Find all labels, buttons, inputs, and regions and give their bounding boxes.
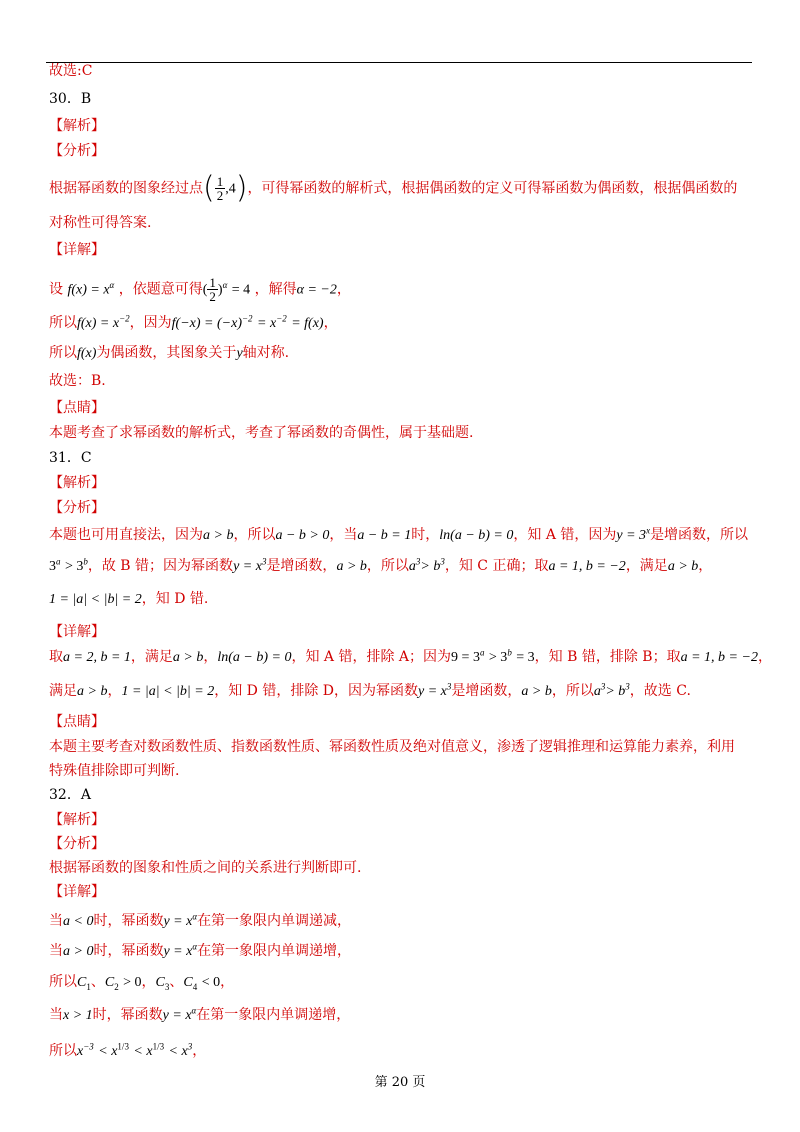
prev-answer: 故选:C <box>49 63 93 79</box>
page-footer: 第 20 页 <box>374 1075 426 1090</box>
q31-detail-line1: 取a = 2, b = 1，满足a > b，ln(a − b) = 0，知 A 错，排除 A；因为$9 = 3^a > 3^b = 3$，知 B 错，排除 B；取a = 1, b = −2， <box>49 647 772 665</box>
q32-xiangjie: 【详解】 <box>49 884 105 900</box>
q30-title: 30．B <box>49 91 92 107</box>
q30-detail-line3: 所以f(x)为偶函数，其图象关于y轴对称. <box>49 345 290 361</box>
q30-fenxi-heading: 【分析】 <box>49 143 105 159</box>
q31-dianjing: 【点睛】 <box>49 714 105 730</box>
q32-detail-line1: 当a < 0时，幂函数$y = x^\alpha$在第一象限内单调递减， <box>49 911 352 929</box>
q32-detail-line3: 所以$C_1$、$C_2 > 0$，$C_3$、$C_4 < 0$， <box>49 974 235 992</box>
q30-answer: 故选：B. <box>49 373 106 389</box>
q32-title: 32．A <box>49 787 91 803</box>
q30-fenxi-line2: 对称性可得答案. <box>49 215 152 231</box>
q32-fenxi-heading: 【分析】 <box>49 836 105 852</box>
q30-fenxi-line1: 根据幂函数的图象经过点( $\frac{1}{2}$ ,4)，可得幂函数的解析式，根据偶函数的定义可得幂函数为偶函数，根据偶函数的 <box>49 170 738 206</box>
q31-detail-line2: 满足a > b，1 = |a| < |b| = 2，知 D 错，排除 D，因为幂函数$y = x^3$是增函数，a > b，所以$a^3> b^3$，故选 C. <box>49 681 691 699</box>
q30-dianjing: 【点睛】 <box>49 400 105 416</box>
q30-detail-line1: 设 $f(x) = x^\alpha$ ，依题意可得( $\frac{1}{2}$ )$^\alpha$ = 4 ，解得α = −2， <box>49 275 351 304</box>
q31-fenxi-line2: $3^a > 3^b$，故 B 错；因为幂函数$y = x^3$是增函数，a > b，所以$a^3> b^3$，知 C 正确；取a = 1, b = −2，满足a > b， <box>49 556 713 574</box>
q31-dianjing-line1: 本题主要考查对数函数性质、指数函数性质、幂函数性质及绝对值意义，渗透了逻辑推理和运算能力素养，利用 <box>49 739 735 755</box>
q32-detail-line5: 所以$x^{-3} < x^{1/3} < x^{1/3} < x^3$， <box>49 1041 207 1059</box>
q31-fenxi-heading: 【分析】 <box>49 500 105 516</box>
q31-fenxi-line3: 1 = |a| < |b| = 2，知 D 错. <box>49 591 209 607</box>
q31-title: 31．C <box>49 450 92 466</box>
q30-dianjing-text: 本题考查了求幂函数的解析式，考查了幂函数的奇偶性，属于基础题. <box>49 425 474 441</box>
q31-dianjing-line2: 特殊值排除即可判断. <box>49 763 180 779</box>
header-rule <box>46 62 752 63</box>
q31-xiangjie: 【详解】 <box>49 624 105 640</box>
q30-xiangjie: 【详解】 <box>49 242 105 258</box>
point-fraction: $\frac{1}{2}$ <box>216 174 224 203</box>
q31-fenxi-line1: 本题也可用直接法，因为a > b，所以a − b > 0，当a − b = 1时，ln(a − b) = 0，知 A 错，因为$y = 3^x$是增函数，所以 <box>49 525 749 543</box>
q32-fenxi-text: 根据幂函数的图象和性质之间的关系进行判断即可. <box>49 860 362 876</box>
q32-jiexi: 【解析】 <box>49 812 105 828</box>
q30-jiexi: 【解析】 <box>49 118 105 134</box>
q32-detail-line2: 当a > 0时，幂函数$y = x^\alpha$在第一象限内单调递增， <box>49 941 352 959</box>
q30-detail-line2: 所以$f(x) = x^{-2}$，因为$f(-x) = (-x)^{-2} = x^{-2} = f(x)$， <box>49 313 338 331</box>
q32-detail-line4: 当x > 1时，幂函数$y = x^\alpha$在第一象限内单调递增， <box>49 1005 351 1023</box>
q31-jiexi: 【解析】 <box>49 475 105 491</box>
